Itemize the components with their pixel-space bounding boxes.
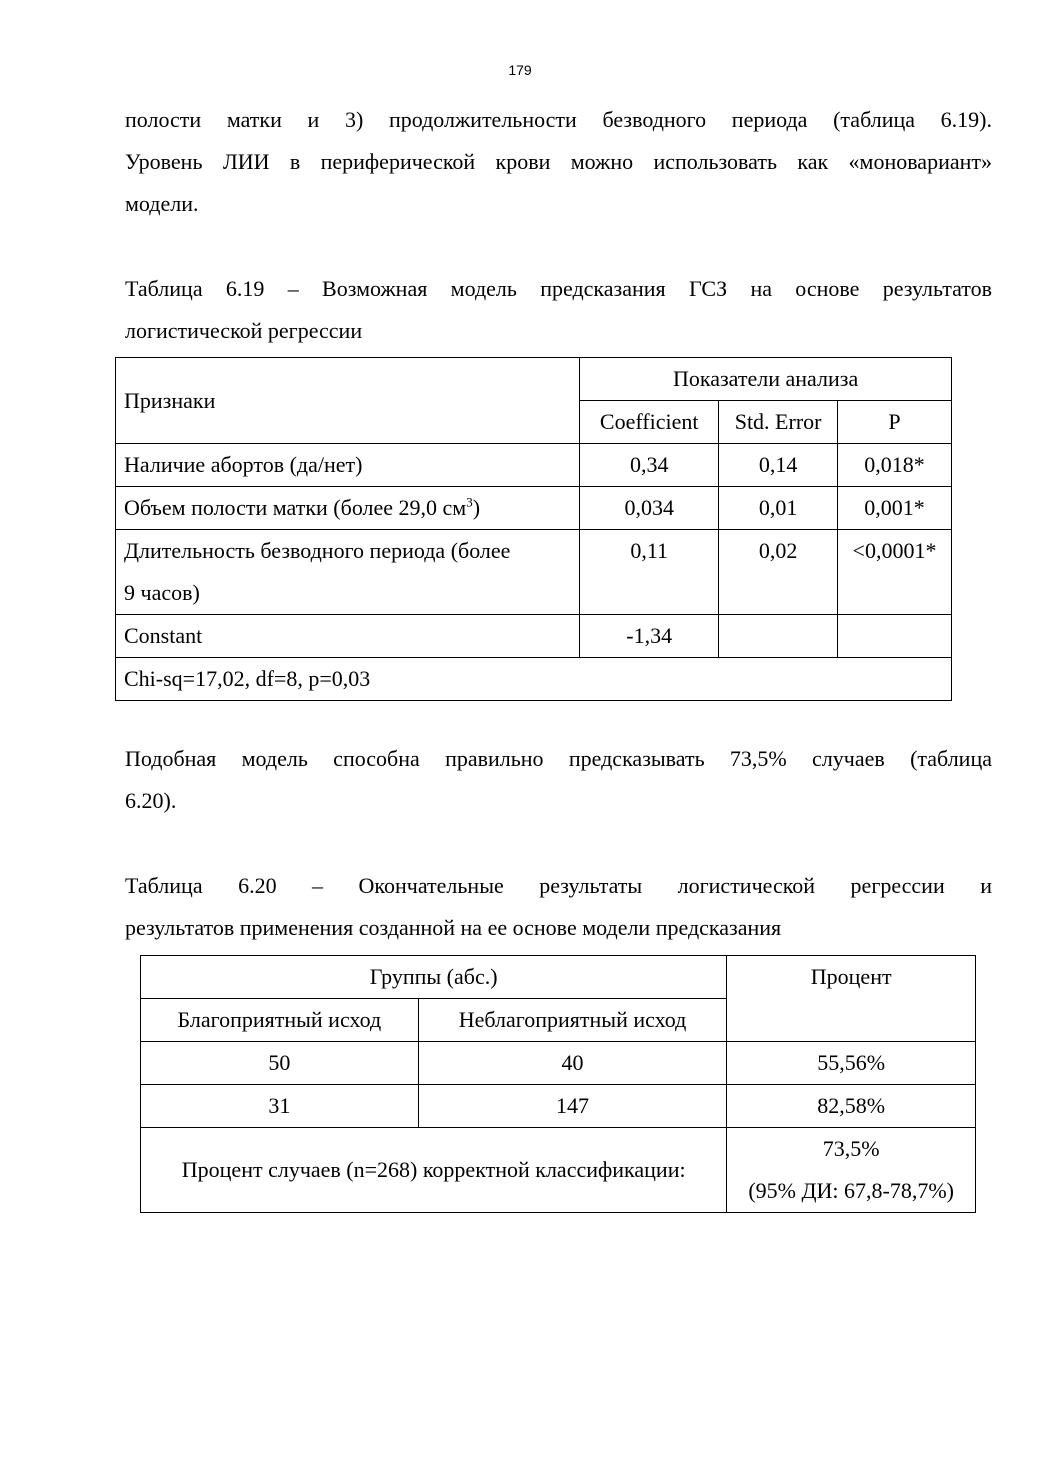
header-groups: Группы (абс.) — [141, 956, 727, 999]
row-p: 0,001* — [838, 487, 952, 530]
caption-line: Таблица 6.20 – Окончательные результаты логистической регрессии и — [125, 873, 992, 898]
table-row — [116, 615, 952, 658]
caption-line: логистической регрессии — [125, 318, 363, 343]
page-number: 179 — [508, 62, 532, 78]
row-label: Длительность безводного периода (более 9 часов) — [116, 530, 580, 615]
row-label: Constant — [116, 615, 580, 658]
row-p: <0,0001* — [838, 530, 952, 615]
summary-value: 73,5% — [822, 1136, 880, 1161]
row-p: 0,018* — [838, 444, 952, 487]
cell-good: 31 — [141, 1085, 419, 1128]
cell-percent: 55,56% — [727, 1042, 976, 1085]
header-std-error: Std. Error — [719, 401, 838, 444]
row-p — [838, 615, 952, 658]
cell-bad: 40 — [418, 1042, 727, 1085]
header-features: Признаки — [116, 358, 580, 444]
summary-ci: (95% ДИ: 67,8-78,7%) — [748, 1178, 954, 1203]
table-row — [116, 487, 952, 530]
intro-line: полости матки и 3) продолжительности безводного периода (таблица 6.19). — [125, 107, 992, 132]
header-percent: Процент — [727, 956, 976, 1042]
para2 — [125, 738, 992, 822]
para2-line: 6.20). — [125, 788, 177, 813]
row-coef: -1,34 — [580, 615, 719, 658]
header-p: P — [838, 401, 952, 444]
row-label: Наличие абортов (да/нет) — [116, 444, 580, 487]
row-coef: 0,34 — [580, 444, 719, 487]
summary-value-cell — [727, 1128, 976, 1213]
intro-paragraph — [125, 99, 992, 225]
caption-line: Таблица 6.19 – Возможная модель предсказания ГСЗ на основе результатов — [125, 276, 992, 301]
header-good-outcome: Благоприятный исход — [141, 999, 419, 1042]
row-se: 0,02 — [719, 530, 838, 615]
header-coefficient: Coefficient — [580, 401, 719, 444]
cell-percent: 82,58% — [727, 1085, 976, 1128]
row-se — [719, 615, 838, 658]
header-analysis-group: Показатели анализа — [580, 358, 952, 401]
table-row — [141, 1085, 976, 1128]
header-bad-outcome: Неблагоприятный исход — [418, 999, 727, 1042]
intro-line: модели. — [125, 191, 199, 216]
classification-table — [140, 955, 976, 1213]
row-coef: 0,034 — [580, 487, 719, 530]
intro-line: Уровень ЛИИ в периферической крови можно использовать как «моновариант» — [125, 149, 992, 174]
table-row — [141, 1042, 976, 1085]
table2-caption — [125, 865, 992, 949]
table-row — [116, 444, 952, 487]
table-footer-stats: Chi-sq=17,02, df=8, p=0,03 — [116, 658, 952, 701]
caption-line: результатов применения созданной на ее основе модели предсказания — [125, 915, 782, 940]
summary-label: Процент случаев (n=268) корректной классификации: — [141, 1128, 727, 1213]
cell-good: 50 — [141, 1042, 419, 1085]
row-se: 0,14 — [719, 444, 838, 487]
regression-table — [115, 357, 952, 701]
table1-caption — [125, 268, 992, 352]
para2-line: Подобная модель способна правильно предсказывать 73,5% случаев (таблица — [125, 746, 992, 771]
table-row — [116, 530, 952, 615]
row-label: Объем полости матки (более 29,0 $см^3$) — [116, 487, 580, 530]
row-se: 0,01 — [719, 487, 838, 530]
cell-bad: 147 — [418, 1085, 727, 1128]
row-coef: 0,11 — [580, 530, 719, 615]
